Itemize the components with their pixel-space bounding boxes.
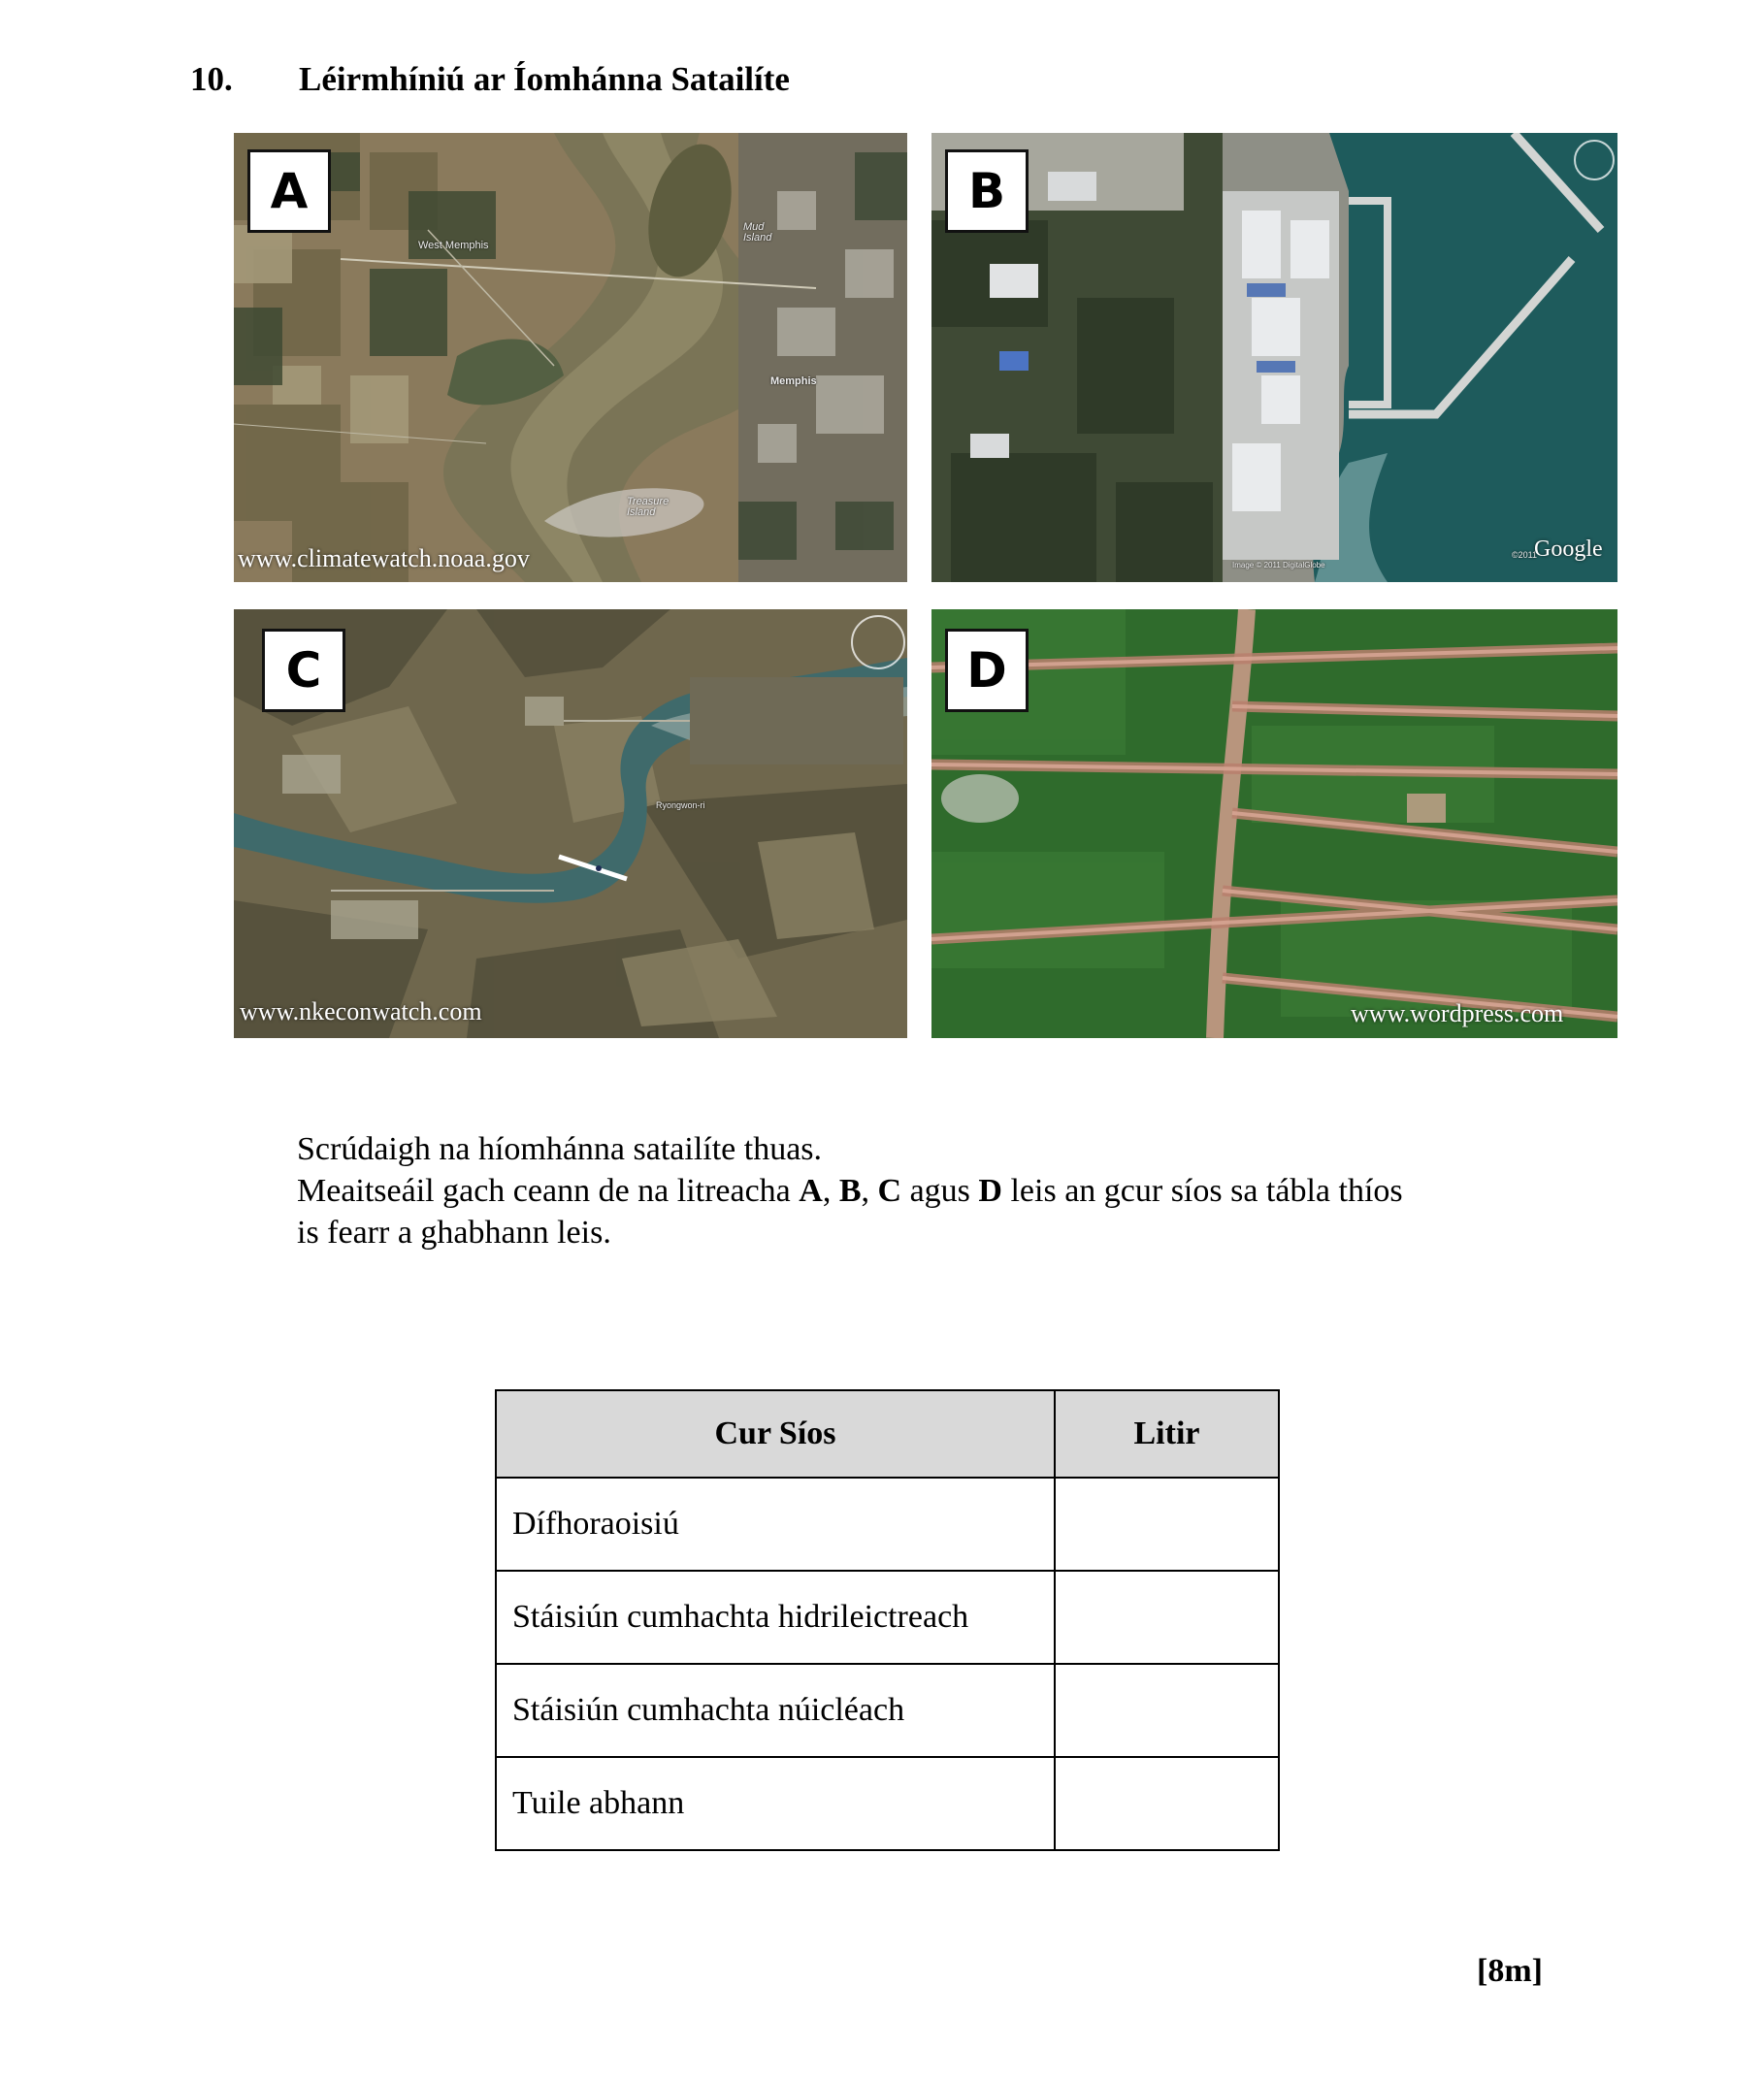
- compass-icon: [851, 615, 905, 669]
- instruction-line: [297, 1170, 1558, 1212]
- matching-table: [495, 1389, 1280, 1851]
- column-header-description: Cur Síos: [496, 1390, 1055, 1478]
- image-letter-label: C: [262, 629, 345, 712]
- separator: ,: [861, 1173, 878, 1209]
- satellite-image-c: [234, 609, 907, 1038]
- table-row: [496, 1664, 1279, 1757]
- image-credit: www.nkeconwatch.com: [240, 997, 482, 1025]
- separator: ,: [822, 1173, 839, 1209]
- satellite-image-d: [931, 609, 1617, 1038]
- copyright-label: ©2011: [1512, 550, 1537, 560]
- satellite-image-b: [931, 133, 1617, 582]
- column-header-letter: Litir: [1055, 1390, 1279, 1478]
- map-place-label: West Memphis: [418, 240, 489, 251]
- letter-answer-cell[interactable]: [1055, 1478, 1279, 1571]
- image-letter-label: A: [247, 149, 331, 233]
- conjunction: agus: [901, 1173, 979, 1209]
- instruction-line: Scrúdaigh na híomhánna satailíte thuas.: [297, 1131, 823, 1167]
- deforestation-satellite-graphic: [931, 609, 1617, 1038]
- image-letter-label: B: [945, 149, 1029, 233]
- table-row: [496, 1757, 1279, 1850]
- letter-answer-cell[interactable]: [1055, 1757, 1279, 1850]
- description-cell: Tuile abhann: [496, 1757, 1055, 1850]
- image-letter-label: D: [945, 629, 1029, 712]
- map-place-label: Treasure Island: [627, 496, 670, 518]
- marks-allocation: [8m]: [1477, 1953, 1543, 1989]
- satellite-image-a: [234, 133, 907, 582]
- letter-d-ref: D: [978, 1173, 1002, 1209]
- image-credit: Google: [1534, 537, 1603, 562]
- table-row: [496, 1571, 1279, 1664]
- imagery-small-print: Image © 2011 DigitalGlobe: [1232, 561, 1325, 569]
- letter-c-ref: C: [877, 1173, 902, 1209]
- instruction-text: leis an gcur síos sa tábla thíos: [1001, 1173, 1403, 1209]
- map-place-label: Ryongwon-ri: [656, 800, 705, 810]
- map-place-label: Mud Island: [743, 221, 772, 244]
- letter-answer-cell[interactable]: [1055, 1664, 1279, 1757]
- compass-icon: [1574, 140, 1615, 180]
- flood-satellite-graphic: [234, 133, 907, 582]
- question-instructions: [297, 1128, 1558, 1253]
- description-cell: Stáisiún cumhachta núicléach: [496, 1664, 1055, 1757]
- description-cell: Dífhoraoisiú: [496, 1478, 1055, 1571]
- image-credit: www.wordpress.com: [1351, 999, 1564, 1027]
- description-cell: Stáisiún cumhachta hidrileictreach: [496, 1571, 1055, 1664]
- instruction-line: is fearr a ghabhann leis.: [297, 1215, 611, 1251]
- question-heading: [190, 60, 790, 99]
- letter-a-ref: A: [799, 1173, 823, 1209]
- letter-b-ref: B: [838, 1173, 862, 1209]
- question-number: 10.: [190, 60, 233, 98]
- instruction-text: Meaitseáil gach ceann de na litreacha: [297, 1173, 800, 1209]
- letter-answer-cell[interactable]: [1055, 1571, 1279, 1664]
- map-place-label: Memphis: [770, 375, 817, 387]
- image-credit: www.climatewatch.noaa.gov: [238, 544, 530, 572]
- power-station-satellite-graphic: [931, 133, 1617, 582]
- table-header-row: [496, 1390, 1279, 1478]
- table-row: [496, 1478, 1279, 1571]
- question-title: Léirmhíniú ar Íomhánna Satailíte: [299, 60, 790, 98]
